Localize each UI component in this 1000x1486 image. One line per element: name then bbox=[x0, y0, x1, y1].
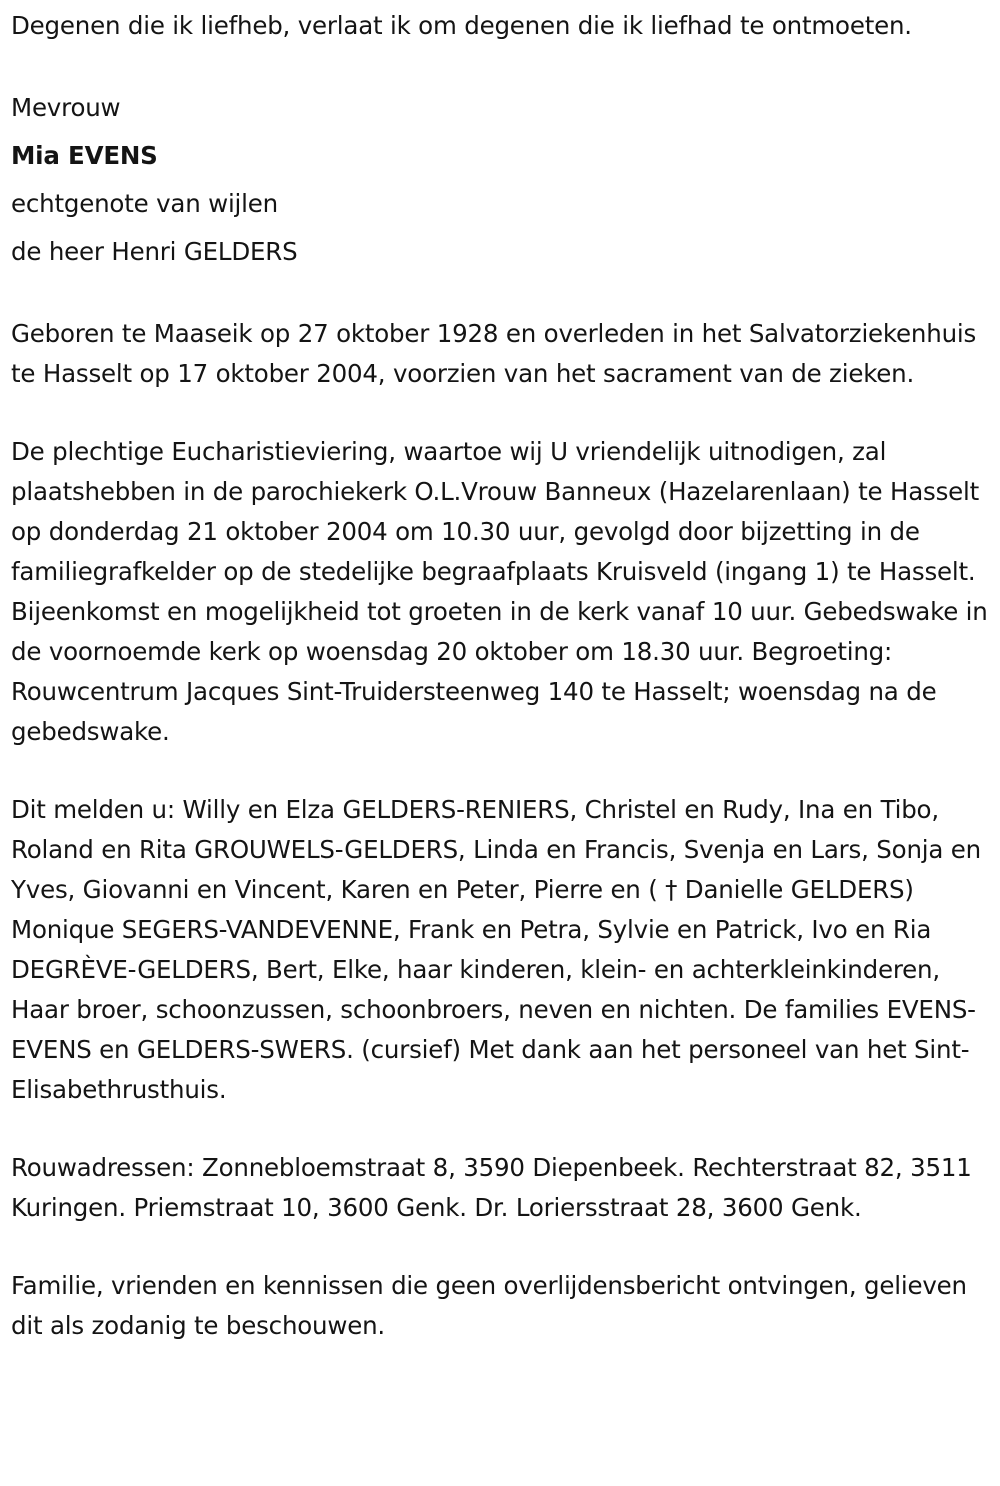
title-line: Mevrouw bbox=[11, 93, 121, 122]
epigraph: Degenen die ik liefheb, verlaat ik om degenen die ik liefhad te ontmoeten. bbox=[11, 11, 912, 40]
spacer bbox=[11, 1228, 993, 1266]
family-announcement-paragraph: Dit melden u: Willy en Elza GELDERS-RENIERS, Christel en Rudy, Ina en Tibo, Roland en Rita GROUWELS-GELDERS, Linda en Francis, Svenja en Lars, Sonja en Yves, Giovanni en Vincent, Karen en Peter, Pierre en ( † Danielle GELDERS) Monique SEGERS-VANDEVENNE, Frank en Petra, Sylvie en Patrick, Ivo en Ria DEGRÈVE-GELDERS, Bert, Elke, haar kinderen, klein- en achterkleinkinderen, Haar broer, schoonzussen, schoonbroers, neven en nichten. De families EVENS-EVENS en GELDERS-SWERS. (cursief) Met dank aan het personeel van het Sint-Elisabethrusthuis. bbox=[11, 795, 981, 1104]
spacer bbox=[11, 394, 993, 432]
addresses-paragraph: Rouwadressen: Zonnebloemstraat 8, 3590 Diepenbeek. Rechterstraat 82, 3511 Kuringen. Priemstraat 10, 3600 Genk. Dr. Loriersstraat 28, 3600 Genk. bbox=[11, 1153, 972, 1222]
spacer bbox=[11, 1110, 993, 1148]
birth-death-paragraph: Geboren te Maaseik op 27 oktober 1928 en overleden in het Salvatorziekenhuis te Hasselt op 17 oktober 2004, voorzien van het sacrament van de zieken. bbox=[11, 319, 977, 388]
spouse-line: de heer Henri GELDERS bbox=[11, 237, 298, 266]
closing-paragraph: Familie, vrienden en kennissen die geen overlijdensbericht ontvingen, gelieven dit als zodanig te beschouwen. bbox=[11, 1271, 967, 1340]
spacer bbox=[11, 276, 993, 314]
spacer bbox=[11, 752, 993, 790]
obituary-document bbox=[11, 6, 993, 1346]
ceremony-paragraph: De plechtige Eucharistieviering, waartoe wij U vriendelijk uitnodigen, zal plaatshebben in de parochiekerk O.L.Vrouw Banneux (Hazelarenlaan) te Hasselt op donderdag 21 oktober 2004 om 10.30 uur, gevolgd door bijzetting in de familiegrafkelder op de stedelijke begraafplaats Kruisveld (ingang 1) te Hasselt. Bijeenkomst en mogelijkheid tot groeten in de kerk vanaf 10 uur. Gebedswake in de voornoemde kerk op woensdag 20 oktober om 18.30 uur. Begroeting: Rouwcentrum Jacques Sint-Truidersteenweg 140 te Hasselt; woensdag na de gebedswake. bbox=[11, 437, 988, 746]
spacer bbox=[11, 46, 993, 84]
deceased-name: Mia EVENS bbox=[11, 141, 158, 170]
relation-line: echtgenote van wijlen bbox=[11, 189, 278, 218]
